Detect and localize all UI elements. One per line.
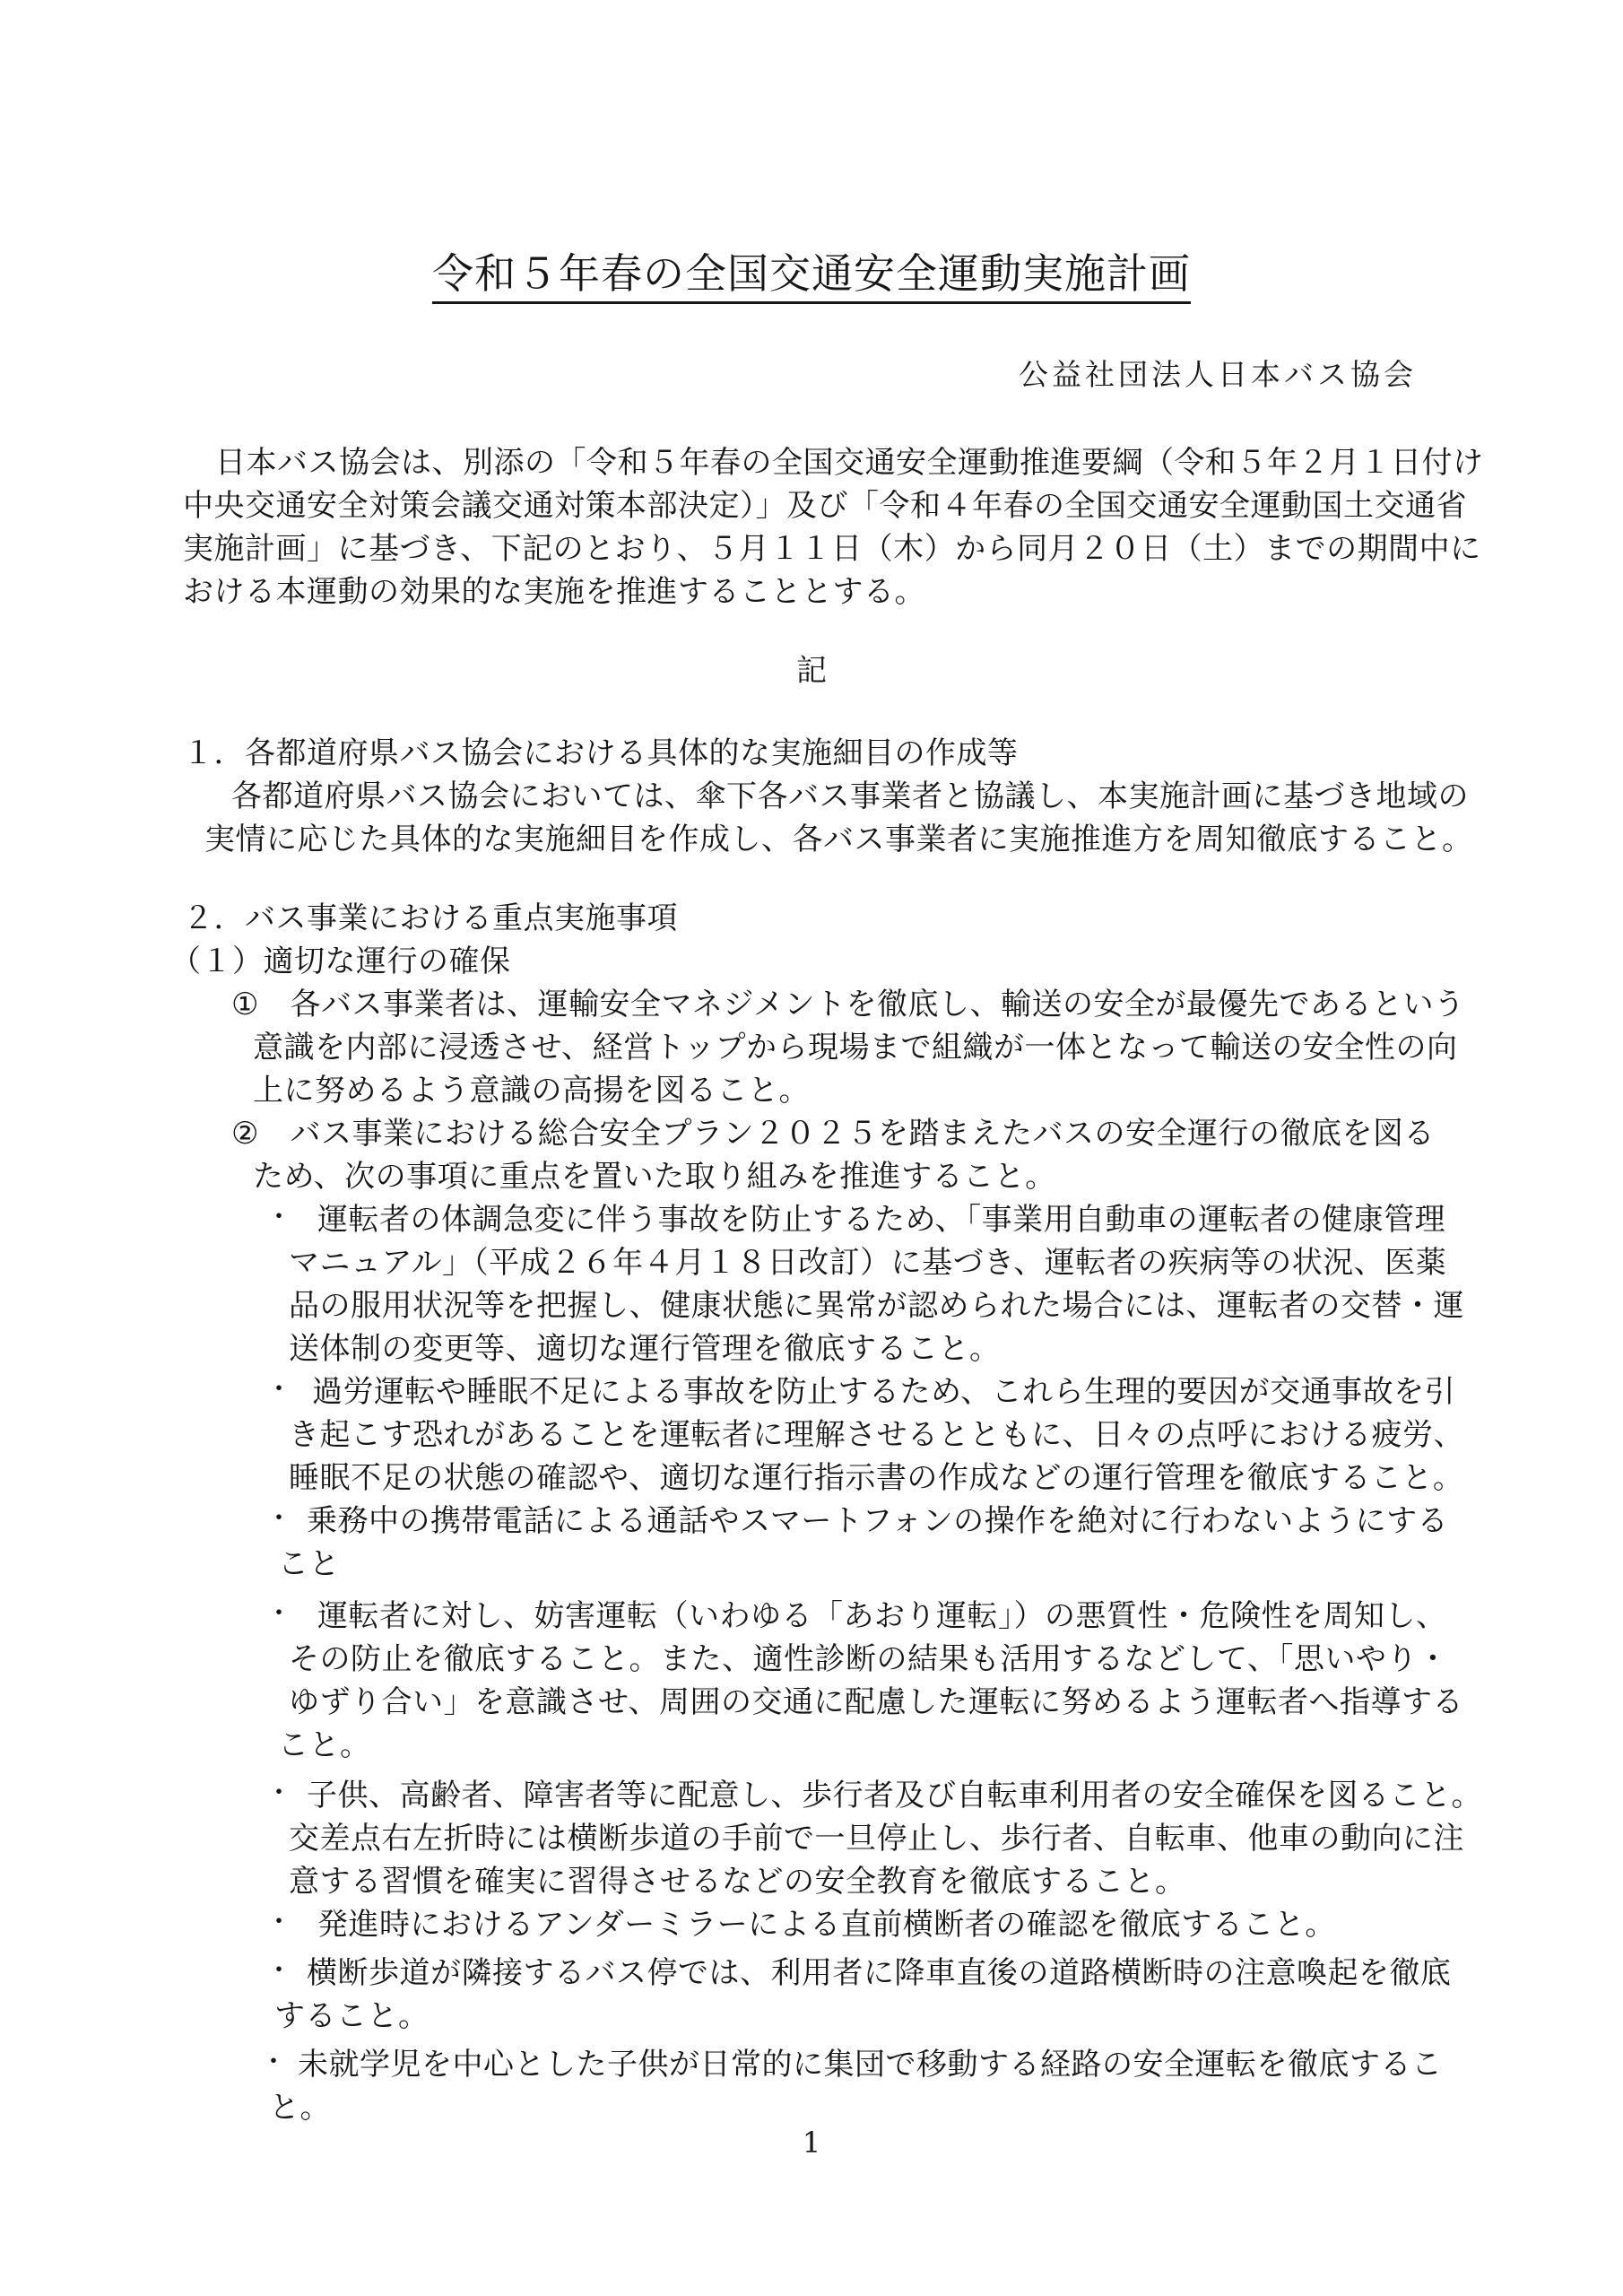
subsection-heading: （１）適切な運行の確保: [170, 944, 511, 979]
section2-heading: ２．バス事業における重点実施事項: [183, 900, 678, 936]
bullet-line: その防止を徹底すること。また、適性診断の結果も活用するなどして、「思いやり・: [289, 1641, 1449, 1677]
bullet-line: 運転者の体調急変に伴う事故を防止するため、「事業用自動車の運転者の健康管理: [317, 1202, 1446, 1238]
bullet-line: 運転者に対し、妨害運転（いわゆる「あおり運転」）の悪質性・危険性を周知し、: [317, 1598, 1447, 1634]
bullet-mark: ・: [265, 1202, 292, 1233]
item1-line: ① 各バス事業者は、運輸安全マネジメントを徹底し、輸送の安全が最優先であるという: [231, 987, 1465, 1022]
bullet-line: マニュアル」（平成２６年４月１８日改訂）に基づき、運転者の疾病等の状況、医薬: [289, 1245, 1447, 1281]
bullet-mark: ・: [265, 1374, 292, 1405]
bullet-line: 発進時におけるアンダーミラーによる直前横断者の確認を徹底すること。: [317, 1907, 1336, 1943]
bullet-line: 子供、高齢者、障害者等に配意し、歩行者及び自転車利用者の安全確保を図ること。: [307, 1778, 1482, 1813]
section1-body-line: 実情に応じた具体的な実施細目を作成し、各バス事業者に実施推進方を周知徹底すること。: [204, 822, 1473, 857]
organization-name: 公益社団法人日本バス協会: [1019, 357, 1417, 392]
bullet-line: 睡眠不足の状態の確認や、適切な運行指示書の作成などの運行管理を徹底すること。: [289, 1460, 1464, 1496]
bullet-mark: ・: [265, 1955, 292, 1987]
bullet-line: 過労運転や睡眠不足による事故を防止するため、これら生理的要因が交通事故を引: [312, 1374, 1456, 1410]
bullet-line: 品の服用状況等を把握し、健康状態に異常が認められた場合には、運転者の交替・運: [289, 1288, 1464, 1324]
item2-line: ② バス事業における総合安全プラン２０２５を踏まえたバスの安全運行の徹底を図る: [231, 1116, 1435, 1152]
page-number: 1: [802, 2126, 821, 2160]
bullet-line: き起こす恐れがあることを運転者に理解させるとともに、日々の点呼における疲労、: [289, 1417, 1464, 1453]
intro-line: おける本運動の効果的な実施を推進することとする。: [183, 574, 925, 610]
bullet-mark: ・: [265, 1907, 292, 1938]
intro-line: 実施計画」に基づき、下記のとおり、５月１１日（木）から同月２０日（土）までの期間中に: [183, 531, 1481, 567]
bullet-mark: ・: [265, 1778, 292, 1809]
bullet-line: 交差点右左折時には横断歩道の手前で一旦停止し、歩行者、自転車、他車の動向に注: [289, 1821, 1464, 1857]
item1-line: 意識を内部に浸透させ、経営トップから現場まで組織が一体となって輸送の安全性の向: [253, 1030, 1458, 1065]
bullet-line: ゆずり合い」を意識させ、周囲の交通に配慮した運転に努めるよう運転者へ指導する: [289, 1684, 1463, 1720]
bullet-mark: ・: [260, 2047, 287, 2078]
bullet-line: 意する習慣を確実に習得させるなどの安全教育を徹底すること。: [289, 1864, 1186, 1900]
document-title: 令和５年春の全国交通安全運動実施計画: [0, 249, 1623, 299]
item2-line: ため、次の事項に重点を置いた取り組みを推進すること。: [253, 1159, 1056, 1195]
bullet-line: こと。: [278, 1727, 371, 1763]
section1-body-line: 各都道府県バス協会においては、傘下各バス事業者と協議し、本実施計画に基づき地域の: [231, 778, 1469, 814]
section1-heading: １．各都道府県バス協会における具体的な実施細目の作成等: [183, 735, 1019, 771]
bullet-line: 乗務中の携帯電話による通話やスマートフォンの操作を絶対に行わないようにする: [307, 1503, 1449, 1539]
intro-line: 日本バス協会は、別添の「令和５年春の全国交通安全運動推進要綱（令和５年２月１日付け: [215, 445, 1484, 481]
bullet-line: 未就学児を中心とした子供が日常的に集団で移動する経路の安全運転を徹底するこ: [298, 2047, 1443, 2083]
bullet-line: 送体制の変更等、適切な運行管理を徹底すること。: [289, 1331, 1001, 1367]
bullet-line: こと: [278, 1546, 340, 1582]
intro-line: 中央交通安全対策会議交通対策本部決定）」及び「令和４年春の全国交通安全運動国土交通省: [183, 488, 1467, 524]
ki-heading: 記: [796, 653, 827, 689]
bullet-line: と。: [269, 2090, 331, 2126]
bullet-line: すること。: [274, 1998, 430, 2034]
bullet-line: 横断歩道が隣接するバス停では、利用者に降車直後の道路横断時の注意喚起を徹底: [307, 1955, 1452, 1991]
item1-line: 上に努めるよう意識の高揚を図ること。: [253, 1073, 810, 1109]
bullet-mark: ・: [265, 1503, 292, 1535]
bullet-mark: ・: [265, 1598, 292, 1630]
